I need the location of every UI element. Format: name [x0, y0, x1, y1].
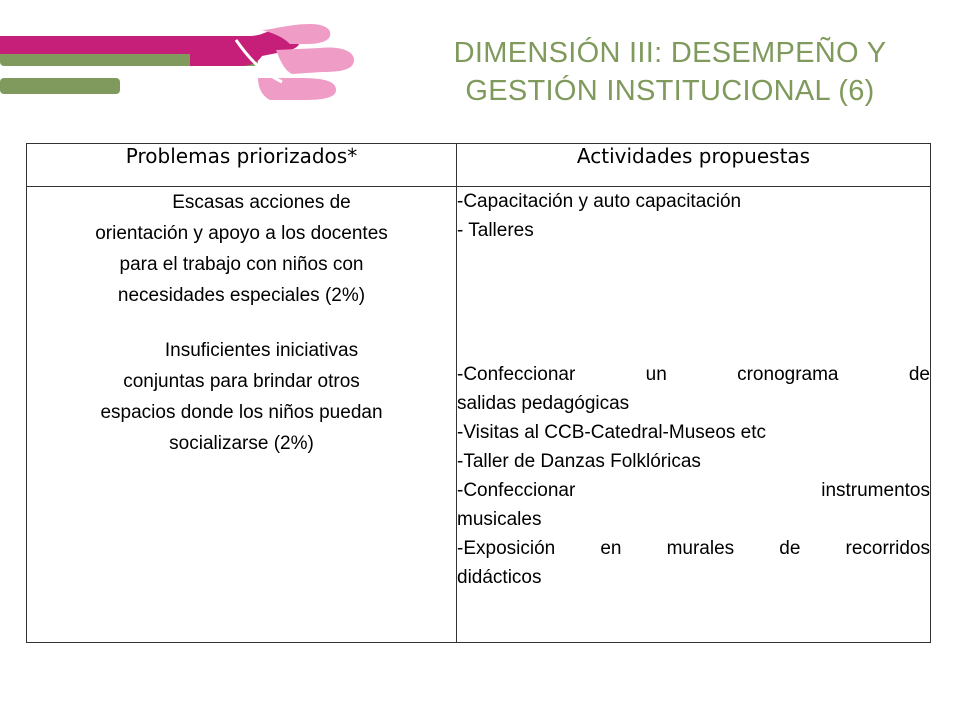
activity-cronograma — [457, 360, 930, 389]
title-line-2: GESTIÓN INSTITUCIONAL (6) — [465, 75, 875, 107]
header-activities: Actividades propuestas — [457, 144, 931, 187]
problem-2-line-1: Insuficientes iniciativas — [164, 340, 359, 361]
activity-exposicion — [457, 534, 930, 563]
word: murales — [666, 538, 735, 559]
word: cronograma — [737, 364, 839, 385]
word: -Confeccionar — [457, 364, 576, 385]
word: un — [645, 364, 667, 385]
title-line-1: DIMENSIÓN III: DESEMPEÑO Y — [453, 37, 887, 69]
table-header-row — [27, 144, 931, 187]
problem-2-line-4: socializarse (2%) — [169, 433, 314, 454]
logo-magenta-bar — [0, 36, 200, 54]
problem-1-line-3: para el trabajo con niños con — [119, 254, 364, 275]
problem-2-line-2: conjuntas para brindar otros — [123, 371, 360, 392]
activity-visitas: -Visitas al CCB-Catedral-Museos etc — [457, 422, 767, 443]
problem-1-line-4: necesidades especiales (2%) — [117, 285, 366, 306]
word: de — [908, 364, 930, 385]
problems-cell — [27, 187, 457, 643]
logo-hand-pink-3 — [258, 78, 336, 100]
word: -Confeccionar — [457, 480, 576, 501]
activities-table — [26, 143, 931, 643]
logo-hand-pink-2 — [276, 48, 354, 75]
activity-cronograma-cont: salidas pedagógicas — [457, 393, 630, 414]
problem-1-line-1: Escasas acciones de — [172, 192, 351, 213]
activities-cell — [457, 187, 931, 643]
problem-1-line-2: orientación y apoyo a los docentes — [95, 223, 388, 244]
word: -Exposición — [457, 538, 556, 559]
word: recorridos — [845, 538, 930, 559]
word: instrumentos — [821, 480, 930, 501]
activity-taller-danzas: -Taller de Danzas Folklóricas — [457, 451, 701, 472]
word: en — [600, 538, 622, 559]
hands-logo — [0, 0, 360, 110]
activity-exposicion-cont: didácticos — [457, 567, 542, 588]
logo-green-bar-bottom — [0, 78, 120, 94]
page-title — [390, 34, 950, 110]
problem-2-line-3: espacios donde los niños puedan — [100, 402, 383, 423]
activity-talleres: - Talleres — [457, 220, 534, 241]
header-problems: Problemas priorizados* — [27, 144, 457, 187]
activity-instrumentos-cont: musicales — [457, 509, 542, 530]
word: de — [779, 538, 801, 559]
activity-instrumentos — [457, 476, 930, 505]
table-row — [27, 187, 931, 643]
activity-capacitacion: -Capacitación y auto capacitación — [457, 191, 742, 212]
